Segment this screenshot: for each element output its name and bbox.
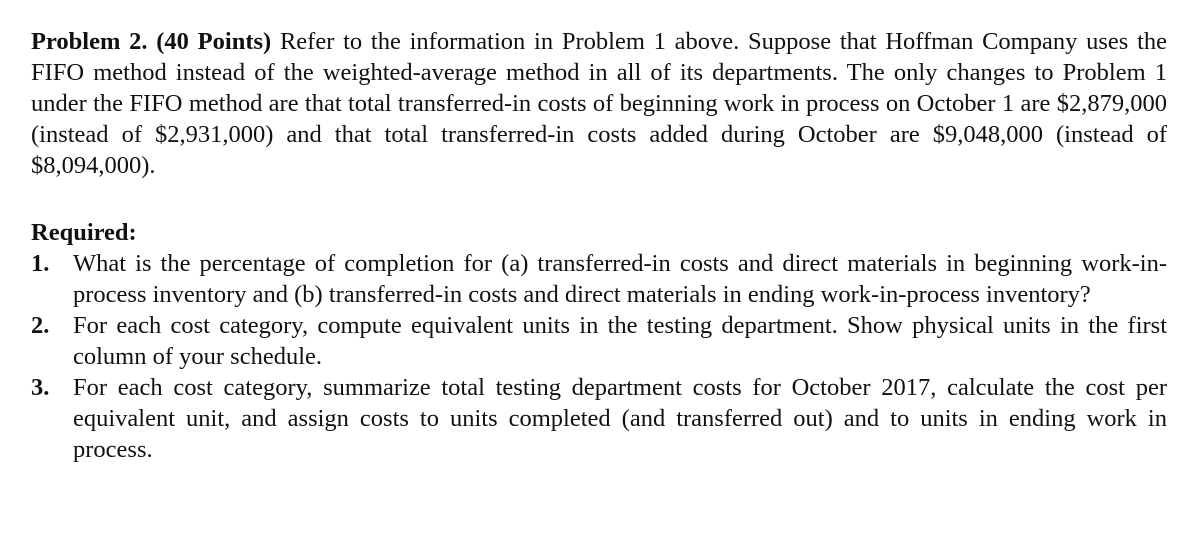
problem-heading: Problem 2. (40 Points) xyxy=(31,28,272,55)
required-item-number: 1. xyxy=(31,250,50,277)
required-item-number: 2. xyxy=(31,312,50,339)
required-item-2 xyxy=(31,310,1167,372)
required-item-1 xyxy=(31,248,1167,310)
problem-document xyxy=(31,26,1167,465)
required-item-text: For each cost category, compute equivalent units in the testing department. Show physical units in the first column of your schedule. xyxy=(73,312,1167,370)
required-item-text: What is the percentage of completion for (a) transferred-in costs and direct materials in beginning work-in-process inventory and (b) transferred-in costs and direct materials in ending work-in-process inventory? xyxy=(73,250,1167,308)
required-item-3 xyxy=(31,372,1167,465)
required-item-number: 3. xyxy=(31,374,50,401)
problem-intro-text: Refer to the information in Problem 1 above. Suppose that Hoffman Company uses the FIFO method instead of the weighted-average method in all of its departments. The only changes to Problem 1 under the FIFO method are that total transferred-in costs of beginning work in process on October 1 are $2,879,000 (instead of $2,931,000) and that total transferred-in costs added during October are $9,048,000 (instead of $8,094,000). xyxy=(31,28,1168,179)
required-item-text: For each cost category, summarize total testing department costs for October 2017, calculate the cost per equivalent unit, and assign costs to units completed (and transferred out) and to units in ending work in process. xyxy=(73,374,1167,463)
problem-intro-paragraph xyxy=(31,26,1167,181)
required-heading: Required: xyxy=(31,219,137,246)
required-list xyxy=(31,248,1167,465)
